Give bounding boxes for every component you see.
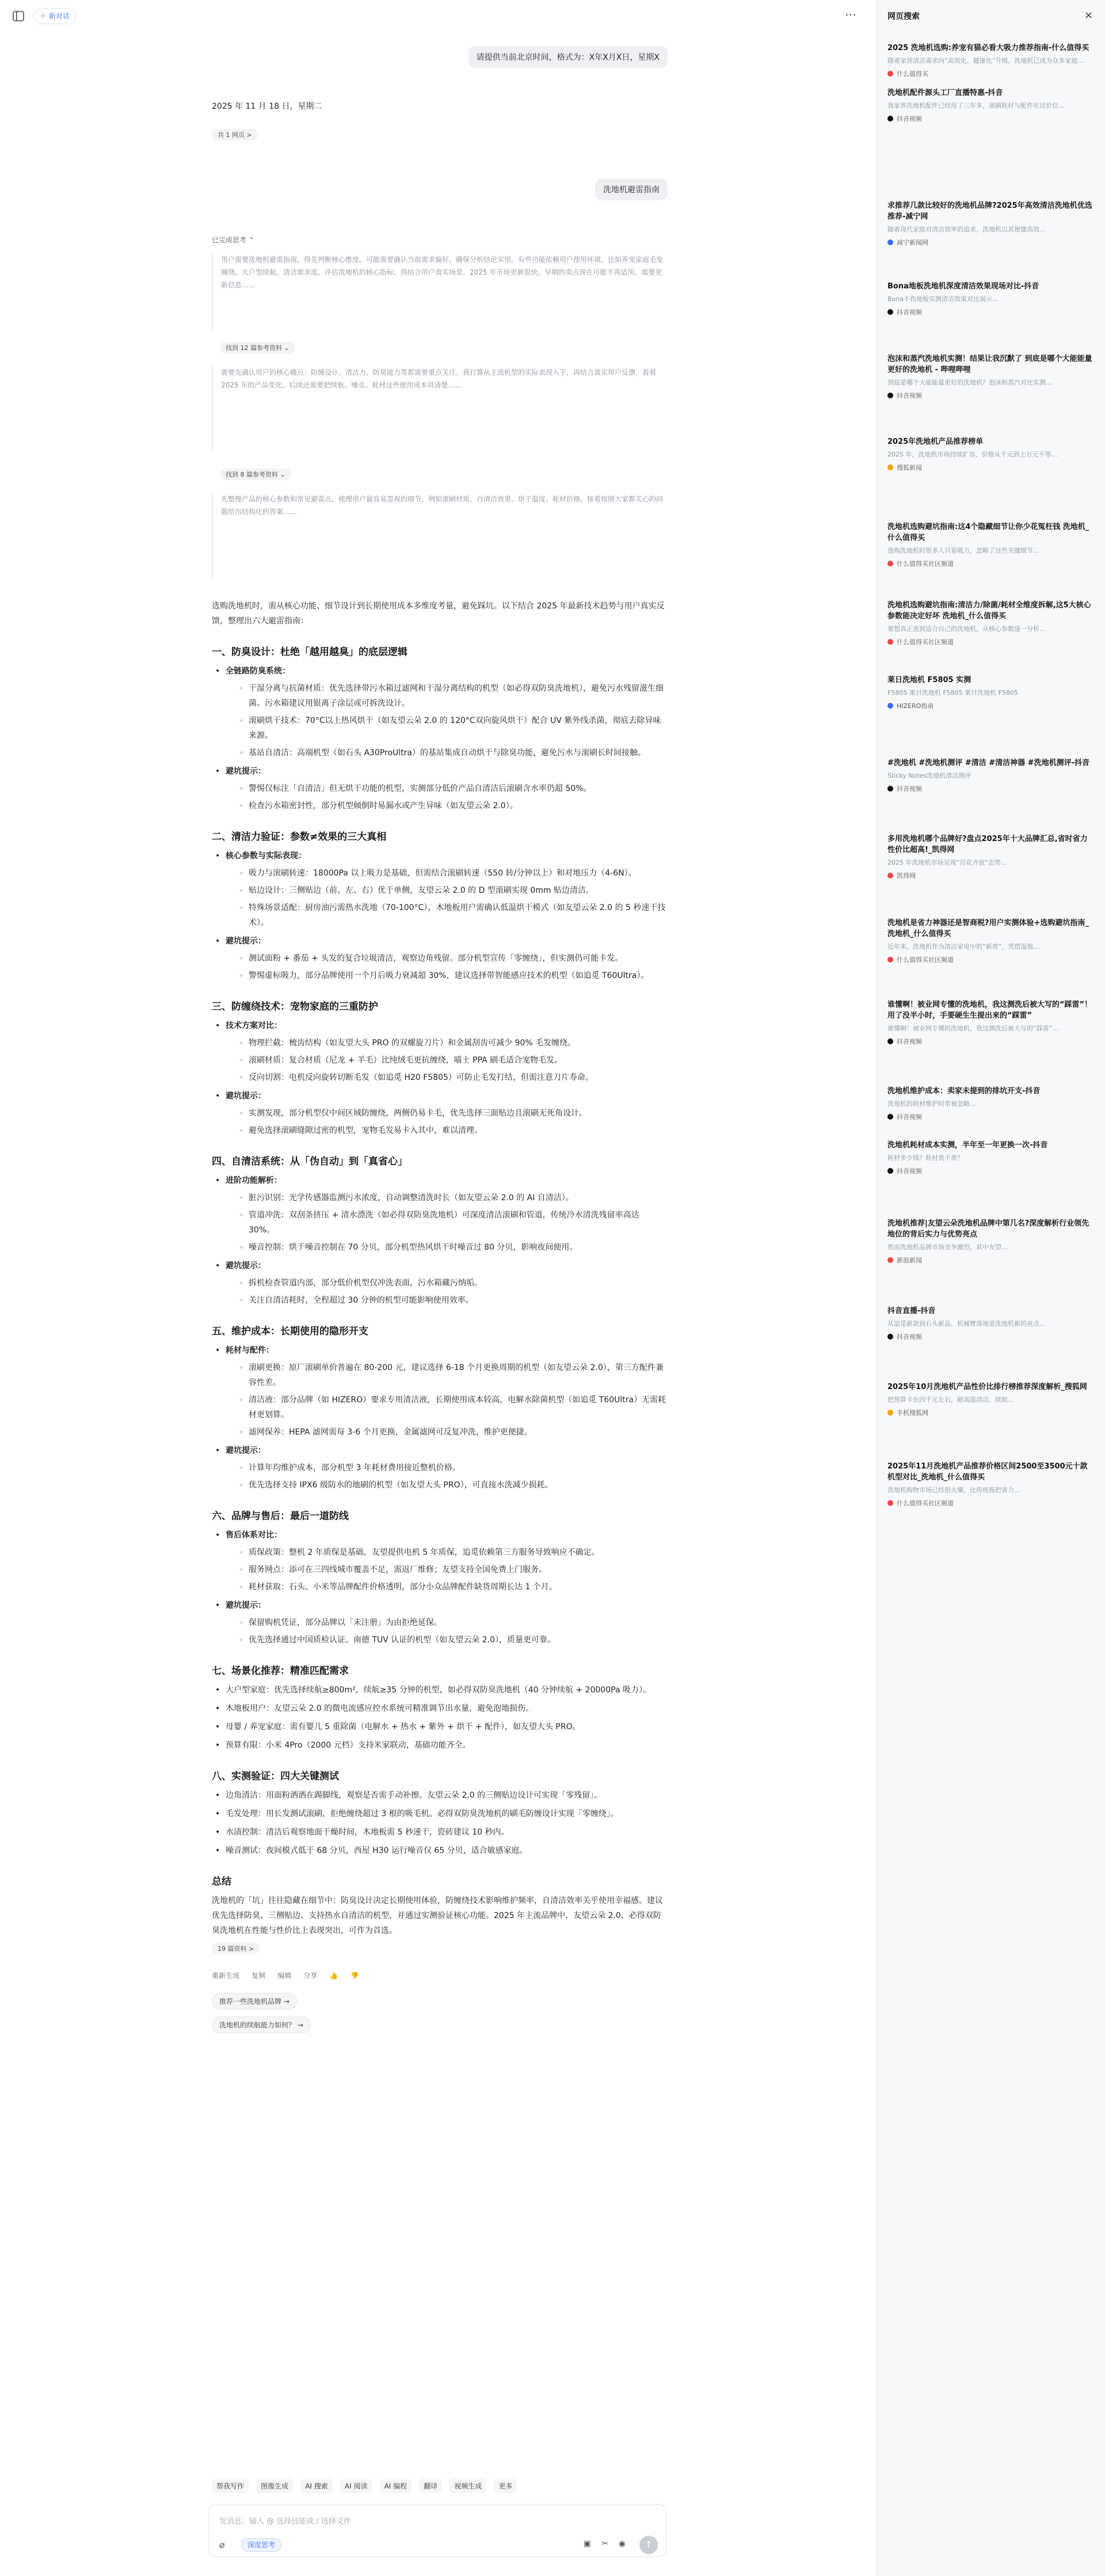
source-logo-icon: [887, 1114, 893, 1120]
result-source: 什么值得买社区频道: [887, 637, 1095, 646]
result-source: 抖音视频: [887, 784, 1095, 793]
section-title: 三、防缠绕技术：宠物家庭的三重防护: [212, 1001, 378, 1013]
bullet-item: ◦ 基站自清洁：高端机型（如石头 A30ProUltra）的基站集成自动烘干与除臭功能，避免污水与滚刷长时间接触。: [238, 745, 668, 760]
result-snippet: 从追觅新款到石头新品，机械臂落地是洗地机新的亮点…: [887, 1320, 1046, 1327]
search-result-card[interactable]: [887, 1218, 1095, 1265]
source-logo-icon: [887, 1168, 893, 1174]
search-result-card[interactable]: [887, 522, 1095, 568]
section-title: 四、自清洁系统：从「伪自动」到「真省心」: [212, 1156, 407, 1167]
bullet-item: • 售后体系对比： ◦ 质保政策：整机 2 年质保是基础，友望提供电机 5 年质保，追觅依赖第三方服务导致响应不确定。 ◦ 服务网点：添可在三四线城市覆盖不足，需返厂维修；友望支持全国免费上门服务。 ◦ 耗材获取：石头、小米等品牌配件价格透明，部分小众品牌配件缺货周期长达 1 个月。: [212, 1528, 668, 1595]
bullet-item: • 避坑提示： ◦ 测试面粉 + 番茄 + 头发的复合垃圾清洁，观察边角残留。部分机型宣传「零缠绕」，但实测仍可能卡发。 ◦ 警惕虚标吸力，部分品牌使用一个月后吸力衰减超 30%，建议选择带智能感应技术的机型（如追觅 T60Ultra）。: [212, 934, 668, 983]
result-snippet: Bona不伤地板实测清洁效果对比展示…: [887, 295, 999, 303]
result-snippet: 2025 年，洗地机市场持续扩容，价格从千元到上万元不等…: [887, 451, 1058, 458]
result-snippet: 谁懂啊！被业网专懂的洗地机，我这测洗后被大写的“踩雷”…: [887, 1025, 1059, 1032]
search-result-card[interactable]: [887, 1382, 1095, 1417]
summary-paragraph: 洗地机的「坑」往往隐藏在细节中：防臭设计决定长期使用体验，防缠绕技术影响维护频率，自清洁效率关乎使用幸福感。建议优先选择防臭、三侧贴边、支持热水自清洁的机型，并通过实测验证核心功能。2025 年主流品牌中，友望云朵 2.0、必得双防臭洗地机在性能与性价比上表现突出，可作为首选。: [212, 1896, 663, 1935]
bullet-item: ◦ 噪音控制：烘干噪音控制在 70 分贝，部分机型热风烘干时噪音过 80 分贝，影响夜间使用。: [238, 1240, 668, 1255]
result-title[interactable]: 洗地机维护成本：卖家未提到的排坑开支-抖音: [887, 1087, 1041, 1095]
bullet-item: ◦ 拆机检查管道内部，部分低价机型仅冲洗表面，污水箱藏污纳垢。: [238, 1276, 668, 1291]
result-source: HIZERO指南: [887, 701, 1095, 710]
result-source: 抖音视频: [887, 1112, 1095, 1121]
search-result-card[interactable]: [887, 281, 1095, 317]
message-composer[interactable]: [208, 2504, 666, 2557]
search-result-card[interactable]: [887, 1086, 1095, 1121]
message-actions: [212, 1969, 668, 1980]
result-source: 什么值得买社区频道: [887, 559, 1095, 568]
plus-icon: ＋: [40, 12, 49, 20]
bullet-item: ◦ 清洁液：部分品牌（如 HIZERO）要求专用清洁液，长期使用成本较高，电解水除菌机型（如追觅 T60Ultra）无需耗材更划算。: [238, 1392, 668, 1422]
thought-text: 需要先确认用户的核心痛点：防缠设计、清洁力、防臭能力等都需要重点关注。我打算从主流机型的实际表现入手，再结合真实用户反馈，看看 2025 年的产品变化。后续还需要把续航、噪音、耗材这些使用成本讲清楚……: [212, 366, 668, 452]
bullet-item: ◦ 保留购机凭证，部分品牌以「未注册」为由拒绝延保。: [238, 1615, 668, 1630]
bullet-item: • 噪音测试：夜间模式低于 68 分贝，西屋 H30 运行噪音仅 65 分贝，适合敏感家庭。: [212, 1843, 668, 1858]
bullet-item: ◦ 警惕仅标注「自清洁」但无烘干功能的机型，实测部分低价产品自清洁后滚刷含水率仍超 50%。: [238, 781, 668, 796]
result-title[interactable]: 莱日洗地机 F5805 实测: [887, 676, 971, 684]
close-icon[interactable]: ×: [1084, 9, 1093, 21]
source-logo-icon: [887, 1500, 893, 1506]
thumbs-down-icon[interactable]: 👎: [350, 1972, 359, 1980]
bullet-item: ◦ 警惕虚标吸力，部分品牌使用一个月后吸力衰减超 30%，建议选择带智能感应技术的机型（如追觅 T60Ultra）。: [238, 968, 668, 983]
copy-button[interactable]: 复制: [252, 1972, 266, 1980]
attach-icon[interactable]: ⌀: [219, 2539, 225, 2550]
result-snippet: 然而洗地机品牌市场竞争激烈，其中友望…: [887, 1243, 1008, 1251]
bullet-item: • 避坑提示： ◦ 实测发现，部分机型仅中间区域防缠绕，两侧仍易卡毛，优先选择三面贴边且滚刷无死角设计。 ◦ 避免选择滚刷缝隙过密的机型，宠物毛发易卡入其中，难以清理。: [212, 1089, 668, 1138]
result-title[interactable]: 2025年10月洗地机产品性价比排行榜推荐深度解析_搜狐网: [887, 1383, 1087, 1391]
user-message: 洗地机避雷指南: [595, 178, 668, 200]
bullet-item: ◦ 滚刷材质：复合材质（尼龙 + 羊毛）比纯绒毛更抗缠绕，喵士 PPA 刷毛适合宠物毛发。: [238, 1053, 668, 1068]
search-result-card[interactable]: [887, 834, 1095, 880]
result-source: 手机搜狐网: [887, 1408, 1095, 1417]
bullet-item: • 避坑提示： ◦ 警惕仅标注「自清洁」但无烘干功能的机型，实测部分低价产品自清洁后滚刷含水率仍超 50%。 ◦ 检查污水箱密封性，部分机型倾倒时易漏水或产生异味（如友望云朵 2.0）。: [212, 764, 668, 813]
edit-button[interactable]: 编辑: [277, 1972, 292, 1980]
source-logo-icon: [887, 957, 893, 962]
section-title: 二、清洁力验证：参数≠效果的三大真相: [212, 831, 387, 843]
bullet-item: ◦ 反向切割：电机反向旋转切断毛发（如追觅 H20 F5805）可防止毛发打结，但需注意刀片寿命。: [238, 1070, 668, 1085]
bullet-item: • 核心参数与实际表现： ◦ 吸力与滚刷转速：18000Pa 以上吸力是基础，但需结合滚刷转速（550 转/分钟以上）和对地压力（4-6N）。 ◦ 贴边设计：三侧贴边（前、左、右）优于单侧，友望云朵 2.0 的 D 型滚刷实现 0mm 贴边清洁。 ◦ 特殊场景适配：厨房油污需热水洗地（70-100°C），木地板用户需确认低温烘干模式（如友望云朵 2.0 的 5 秒速干技术）。: [212, 848, 668, 930]
send-button[interactable]: ↑: [639, 2536, 658, 2554]
regenerate-button[interactable]: 重新生成: [212, 1972, 240, 1980]
tool-search[interactable]: AI 搜索: [300, 2479, 333, 2493]
result-snippet: 把预算卡在四千元左右，耐高温清洁、续航…: [887, 1396, 1014, 1403]
search-result-card[interactable]: [887, 87, 1095, 123]
search-result-card[interactable]: [887, 200, 1095, 247]
search-result-card[interactable]: [887, 353, 1095, 400]
section-title: 一、防臭设计：杜绝「越用越臭」的底层逻辑: [212, 646, 407, 658]
more-options-icon[interactable]: ⋯: [845, 7, 856, 21]
source-logo-icon: [887, 465, 893, 470]
bullet-item: • 避坑提示： ◦ 拆机检查管道内部，部分低价机型仅冲洗表面，污水箱藏污纳垢。 ◦ 关注自清洁耗时，全程超过 30 分钟的机型可能影响使用效率。: [212, 1258, 668, 1308]
answer-body: [212, 599, 668, 2033]
tool-reading[interactable]: AI 阅读: [340, 2479, 372, 2493]
bullet-item: • 边角清洁：用面粉洒洒在踢脚线，观察是否需手动补擦。友望云朵 2.0 的三侧贴边设计可实现「零残留」。: [212, 1788, 668, 1803]
source-logo-icon: [887, 239, 893, 245]
bullet-item: ◦ 计算年均维护成本，部分机型 3 年耗材费用接近整机价格。: [238, 1460, 668, 1475]
source-logo-icon: [887, 1038, 893, 1044]
result-source: 什么值得买: [887, 69, 1095, 78]
result-source: 抖音视频: [887, 114, 1095, 123]
tool-video[interactable]: 视频生成: [449, 2479, 486, 2493]
result-snippet: Sticky Notes洗地机清洁测评: [887, 772, 971, 779]
tool-image[interactable]: 图像生成: [256, 2479, 293, 2493]
result-snippet: 到底是哪个大能能量更好的洗地机？泡沫和蒸汽对比实测…: [887, 379, 1052, 386]
bullet-item: ◦ 耗材获取：石头、小米等品牌配件价格透明，部分小众品牌配件缺货周期长达 1 个月。: [238, 1580, 668, 1595]
thumbs-up-icon[interactable]: 👍: [329, 1972, 338, 1980]
result-title[interactable]: 洗地机选购避坑指南:清洁力/除菌/耗材全维度拆解,这5大核心参数能决定好坏 洗地机_什么值得买: [887, 601, 1091, 621]
source-logo-icon: [887, 786, 893, 792]
result-snippet: 随着现代家庭对清洁效率的追求，洗地机以其便捷高效…: [887, 226, 1046, 233]
tool-translate[interactable]: 翻译: [419, 2479, 442, 2493]
result-snippet: 选购洗地机时很多人只看吸力，忽略了这些关键细节…: [887, 547, 1039, 554]
bullet-item: • 进阶功能解析： ◦ 脏污识别：光学传感器监测污水浓度，自动调整清洗时长（如友望云朵 2.0 的 AI 自清洁）。 ◦ 管道冲洗：双刮条挤压 + 清水漂洗（如必得双防臭洗地机）可深度清洁滚刷和管道，传统冷水清洗残留率高达 30%。 ◦ 噪音控制：烘干噪音控制在 70 分贝，部分机型热风烘干时噪音过 80 分贝，影响夜间使用。: [212, 1173, 668, 1255]
result-snippet: 随着家居清洁需求向“高效化、健康化”升级，洗地机已成为众多家庭…: [887, 57, 1084, 64]
search-result-card[interactable]: [887, 758, 1095, 793]
source-logo-icon: [887, 561, 893, 566]
result-source: 抖音视频: [887, 1332, 1095, 1341]
result-title[interactable]: #洗地机 #洗地机测评 #清洁 #清洁神器 #洗地机测评-抖音: [887, 759, 1089, 767]
sidebar-toggle-icon[interactable]: [12, 9, 25, 23]
result-title[interactable]: Bona地板洗地机深度清洁效果现场对比-抖音: [887, 282, 1039, 291]
bullet-item: • 大户型家庭：优先选择续航≥800m²，续航≥35 分钟的机型，如必得双防臭洗地机（40 分钟续航 + 20000Pa 吸力）。: [212, 1683, 668, 1698]
top-bar: [0, 0, 877, 32]
result-source: 抖音视频: [887, 1037, 1095, 1046]
search-result-card[interactable]: [887, 1461, 1095, 1508]
bullet-item: • 避坑提示： ◦ 计算年均维护成本，部分机型 3 年耗材费用接近整机价格。 ◦ 优先选择支持 IPX6 级防水的地刷的机型（如友望大头 PRO），可直接水洗减少损耗。: [212, 1443, 668, 1493]
section-title: 五、维护成本：长期使用的隐形开支: [212, 1326, 368, 1337]
result-snippet: 洗地机的耗材维护时常被忽略…: [887, 1100, 976, 1108]
reference-pill[interactable]: 共 1 网页 >: [212, 129, 258, 140]
result-source: 减宁新闻网: [887, 238, 1095, 247]
bullet-item: • 毛发处理：用长发测试滚刷，拒绝缠绕超过 3 根的吸毛机。必得双防臭洗地机的刷毛防缠设计实现「零缠绕」。: [212, 1806, 668, 1821]
bullet-item: ◦ 物理拦截：梳齿结构（如友望大头 PRO 的双螺旋刀片）和金属刮齿可减少 90% 毛发缠绕。: [238, 1036, 668, 1051]
skill-toolbar: [212, 2479, 668, 2493]
bullet-item: ◦ 关注自清洁耗时，全程超过 30 分钟的机型可能影响使用效率。: [238, 1293, 668, 1308]
result-title[interactable]: 2025年11月洗地机产品推荐价格区间2500至3500元十款机型对比_洗地机_什么值得买: [887, 1462, 1088, 1482]
bullet-item: ◦ 脏污识别：光学传感器监测污水浓度，自动调整清洗时长（如友望云朵 2.0 的 AI 自清洁）。: [238, 1190, 668, 1205]
bullet-item: ◦ 管道冲洗：双刮条挤压 + 清水漂洗（如必得双防臭洗地机）可深度清洁滚刷和管道，传统冷水清洗残留率高达 30%。: [238, 1208, 668, 1238]
result-title[interactable]: 抖音直播-抖音: [887, 1307, 936, 1315]
deep-think-toggle[interactable]: 深度思考: [241, 2538, 281, 2552]
search-result-card[interactable]: [887, 1140, 1095, 1175]
assistant-answer-date: 2025 年 11 月 18 日，星期二: [212, 102, 322, 111]
result-source: 抖音视频: [887, 391, 1095, 400]
panel-header: [877, 0, 1105, 32]
thought-text: 先整理产品的核心参数和常见避雷点，梳理用户最容易忽视的细节，例如滚刷材质、自清洁效果、烘干温度、耗材价格。接着按照大家都关心的问题给出结构化的答案……: [212, 493, 668, 579]
search-result-card[interactable]: [887, 999, 1095, 1046]
bullet-item: ◦ 避免选择滚刷缝隙过密的机型，宠物毛发易卡入其中，难以清理。: [238, 1123, 668, 1138]
result-title[interactable]: 2025年洗地机产品推荐榜单: [887, 437, 984, 446]
thought-reference-pill[interactable]: 找到 8 篇参考资料 ⌄: [220, 469, 291, 480]
source-logo-icon: [887, 116, 893, 121]
search-result-card[interactable]: [887, 675, 1095, 710]
result-snippet: 要想真正选到适合自己的洗地机，从核心参数逐一分析…: [887, 625, 1046, 633]
reference-pill[interactable]: 19 篇资料 >: [212, 1943, 260, 1954]
source-logo-icon: [887, 1334, 893, 1340]
section-title: 七、场景化推荐：精准匹配需求: [212, 1665, 349, 1677]
new-chat-button[interactable]: [33, 8, 76, 24]
bullet-item: ◦ 贴边设计：三侧贴边（前、左、右）优于单侧，友望云朵 2.0 的 D 型滚刷实现 0mm 贴边清洁。: [238, 883, 668, 898]
thought-toggle[interactable]: 已完成思考 ⌃: [212, 236, 254, 244]
result-title[interactable]: 多用洗地机哪个品牌好?盘点2025年十大品牌汇总,省时省力性价比超高!_凯得网: [887, 835, 1088, 854]
new-chat-label: 新对话: [48, 12, 70, 20]
section-title: 八、实测验证：四大关键测试: [212, 1771, 339, 1782]
search-result-card[interactable]: [887, 43, 1095, 78]
source-logo-icon: [887, 309, 893, 315]
microphone-icon[interactable]: ◉: [618, 2539, 626, 2548]
image-icon[interactable]: ▣: [583, 2539, 591, 2548]
bullet-item: • 母婴 / 养宠家庭：需有婴儿 5 重除菌（电解水 + 热水 + 紫外 + 烘干 + 配件），如友望大头 PRO。: [212, 1719, 668, 1734]
result-source: 抖音视频: [887, 1166, 1095, 1175]
suggested-question[interactable]: 推荐一些洗地机品牌 →: [212, 1993, 297, 2010]
panel-title: 网页搜索: [887, 12, 920, 21]
bullet-item: • 预算有限：小米 4Pro（2000 元档）支持米家联动，基础功能齐全。: [212, 1738, 668, 1753]
source-logo-icon: [887, 639, 893, 645]
result-source: 搜狐新闻: [887, 463, 1095, 472]
bullet-item: • 木地板用户：友望云朵 2.0 的微电流感应控水系统可精准调节出水量，避免泡地损伤。: [212, 1701, 668, 1716]
search-result-card[interactable]: [887, 1306, 1095, 1341]
bullet-item: ◦ 质保政策：整机 2 年质保是基础，友望提供电机 5 年质保，追觅依赖第三方服务导致响应不确定。: [238, 1545, 668, 1560]
result-title[interactable]: 谁懂啊！被业网专懂的洗地机，我这测洗后被大写的“踩雷”！ 用了没半小时，手要硬生生提出来的“踩雷”: [887, 1000, 1092, 1020]
result-source: 凯得网: [887, 871, 1095, 880]
bullet-item: • 耗材与配件： ◦ 滚刷更换：原厂滚刷单价普遍在 80-200 元，建议选择 6-18 个月更换周期的机型（如友望云朵 2.0），第三方配件兼容性差。 ◦ 清洁液：部分品牌（如 HIZERO）要求专用清洁液，长期使用成本较高，电解水除菌机型（如追觅 T60Ultra）无需耗材更划算。 ◦ 滤网保养：HEPA 滤网需每 3-6 个月更换，金属滤网可反复冲洗，维护更便捷。: [212, 1343, 668, 1440]
bullet-item: ◦ 测试面粉 + 番茄 + 头发的复合垃圾清洁，观察边角残留。部分机型宣传「零缠绕」，但实测仍可能卡发。: [238, 951, 668, 966]
bullet-item: • 全链路防臭系统： ◦ 干湿分离与抗菌材质：优先选择带污水箱过滤网和干湿分离结构的机型（如必得双防臭洗地机），避免污水残留滋生细菌。污水箱建议用银离子涂层或可拆洗设计。 ◦ 滚刷烘干技术：70°C以上热风烘干（如友望云朵 2.0 的 120°C双向旋风烘干）配合 UV 紫外线杀菌，彻底去除异味来源。 ◦ 基站自清洁：高端机型（如石头 A30ProUltra）的基站集成自动烘干与除臭功能，避免污水与滚刷长时间接触。: [212, 664, 668, 760]
result-snippet: 耗材多少钱？耗材贵不贵？: [887, 1154, 963, 1162]
source-logo-icon: [887, 1410, 893, 1416]
result-title[interactable]: 洗地机推荐|友望云朵洗地机品牌中第几名?深度解析行业领先地位的背后实力与优势亮点: [887, 1219, 1089, 1239]
result-snippet: 2025 年洗地机市场呈现“百花齐放”态势…: [887, 859, 1007, 866]
result-snippet: F5805 莱日洗地机 F5805 莱日洗地机 F5805: [887, 689, 1018, 697]
bullet-item: • 避坑提示： ◦ 保留购机凭证，部分品牌以「未注册」为由拒绝延保。 ◦ 优先选择通过中国质检认证、南德 TUV 认证的机型（如友望云朵 2.0），质量更可靠。: [212, 1598, 668, 1647]
result-title[interactable]: 洗地机配件源头工厂直播特惠-抖音: [887, 89, 1003, 97]
result-title[interactable]: 洗地机选购避坑指南:这4个隐藏细节让你少花冤枉钱 洗地机_什么值得买: [887, 523, 1089, 542]
search-result-card[interactable]: [887, 918, 1095, 964]
result-source: 抖音视频: [887, 307, 1095, 317]
tool-writing[interactable]: 帮我写作: [212, 2479, 249, 2493]
composer-placeholder[interactable]: 发消息、输入 @ 选择技能或 / 选择文件: [219, 2517, 351, 2526]
result-source: 什么值得买社区频道: [887, 955, 1095, 964]
thought-text: 用户需要洗地机避雷指南，得先判断核心维度。可能需要确认当前需求偏好，确保分析结论实用。有些功能依赖用户使用环境，比如养宠家庭毛发缠绕、大户型续航、清洁需求度。评估洗地机的核心指标，得结合用户真实场景。2025 年市场更新很快，早期的卖点现在可能不再适用，需要更新信息……: [212, 253, 668, 331]
search-result-card[interactable]: [887, 436, 1095, 472]
tool-coding[interactable]: AI 编程: [380, 2479, 412, 2493]
result-snippet: 近年来，洗地机作为清洁家电中的“新贵”，凭借湿拖…: [887, 943, 1040, 950]
bullet-item: ◦ 特殊场景适配：厨房油污需热水洗地（70-100°C），木地板用户需确认低温烘干模式（如友望云朵 2.0 的 5 秒速干技术）。: [238, 900, 668, 930]
result-source: 新浪新闻: [887, 1255, 1095, 1265]
search-result-card[interactable]: [887, 600, 1095, 646]
scissors-icon[interactable]: ✂: [601, 2539, 608, 2548]
result-title[interactable]: 洗地机耗材成本实测，半年至一年更换一次-抖音: [887, 1141, 1048, 1150]
bullet-item: • 水渍控制：清洁后观察地面干燥时间，木地板需 5 秒速干，瓷砖建议 10 秒内。: [212, 1825, 668, 1840]
result-title[interactable]: 求推荐几款比较好的洗地机品牌?2025年高效清洁洗地机优选推荐-减宁网: [887, 201, 1092, 221]
bullet-item: ◦ 实测发现，部分机型仅中间区域防缠绕，两侧仍易卡毛，优先选择三面贴边且滚刷无死角设计。: [238, 1106, 668, 1121]
web-search-panel: [877, 0, 1105, 2576]
bullet-item: ◦ 吸力与滚刷转速：18000Pa 以上吸力是基础，但需结合滚刷转速（550 转/分钟以上）和对地压力（4-6N）。: [238, 866, 668, 881]
bullet-item: ◦ 滤网保养：HEPA 滤网需每 3-6 个月更换，金属滤网可反复冲洗，维护更便捷。: [238, 1425, 668, 1440]
summary-title: 总结: [212, 1876, 231, 1888]
bullet-item: • 技术方案对比： ◦ 物理拦截：梳齿结构（如友望大头 PRO 的双螺旋刀片）和金属刮齿可减少 90% 毛发缠绕。 ◦ 滚刷材质：复合材质（尼龙 + 羊毛）比纯绒毛更抗缠绕，喵士 PPA 刷毛适合宠物毛发。 ◦ 反向切割：电机反向旋转切断毛发（如追觅 H20 F5805）可防止毛发打结，但需注意刀片寿命。: [212, 1018, 668, 1085]
source-logo-icon: [887, 71, 893, 77]
tool-more[interactable]: 更多: [494, 2479, 517, 2493]
suggested-question[interactable]: 洗地机的续航能力如何？ →: [212, 2016, 311, 2033]
section-title: 六、品牌与售后：最后一道防线: [212, 1510, 349, 1522]
intro-paragraph: 选购洗地机时，需从核心功能、细节设计到长期使用成本多维度考量，避免踩坑。以下结合 2025 年最新技术趋势与用户真实反馈，整理出六大避雷指南：: [212, 602, 665, 626]
user-message: 请提供当前北京时间，格式为：X年X月X日，星期X: [468, 46, 668, 68]
source-logo-icon: [887, 1257, 893, 1263]
source-logo-icon: [887, 393, 893, 398]
source-logo-icon: [887, 703, 893, 709]
bullet-item: ◦ 优先选择通过中国质检认证、南德 TUV 认证的机型（如友望云朵 2.0），质量更可靠。: [238, 1633, 668, 1647]
bullet-item: ◦ 优先选择支持 IPX6 级防水的地刷的机型（如友望大头 PRO），可直接水洗减少损耗。: [238, 1478, 668, 1493]
result-snippet: 洗地机购物市场已经很火爆，比传统拖把省力…: [887, 1486, 1020, 1494]
result-title[interactable]: 泡沫和蒸汽洗地机实测！结果让我沉默了 到底是哪个大能能量更好的洗地机 - 哔哩哔哩: [887, 355, 1092, 374]
bullet-item: ◦ 干湿分离与抗菌材质：优先选择带污水箱过滤网和干湿分离结构的机型（如必得双防臭洗地机），避免污水残留滋生细菌。污水箱建议用银离子涂层或可拆洗设计。: [238, 681, 668, 711]
bullet-item: ◦ 滚刷烘干技术：70°C以上热风烘干（如友望云朵 2.0 的 120°C双向旋风烘干）配合 UV 紫外线杀菌，彻底去除异味来源。: [238, 713, 668, 743]
thought-reference-pill[interactable]: 找到 12 篇参考资料 ⌄: [220, 342, 295, 353]
result-title[interactable]: 2025 洗地机选购:养宠有猫必看大吸力推荐指南-什么值得买: [887, 44, 1089, 52]
result-source: 什么值得买社区频道: [887, 1498, 1095, 1508]
bullet-item: ◦ 检查污水箱密封性，部分机型倾倒时易漏水或产生异味（如友望云朵 2.0）。: [238, 798, 668, 813]
result-snippet: 我家养洗地机配件已经用了三年多，滚刷耗材与配件在这价位…: [887, 102, 1065, 109]
share-button[interactable]: 分享: [303, 1972, 318, 1980]
source-logo-icon: [887, 873, 893, 878]
result-title[interactable]: 洗地机是省力神器还是智商税?用户实测体验+选购避坑指南_洗地机_什么值得买: [887, 919, 1089, 938]
bullet-item: ◦ 滚刷更换：原厂滚刷单价普遍在 80-200 元，建议选择 6-18 个月更换周期的机型（如友望云朵 2.0），第三方配件兼容性差。: [238, 1360, 668, 1390]
bullet-item: ◦ 服务网点：添可在三四线城市覆盖不足，需返厂维修；友望支持全国免费上门服务。: [238, 1562, 668, 1577]
